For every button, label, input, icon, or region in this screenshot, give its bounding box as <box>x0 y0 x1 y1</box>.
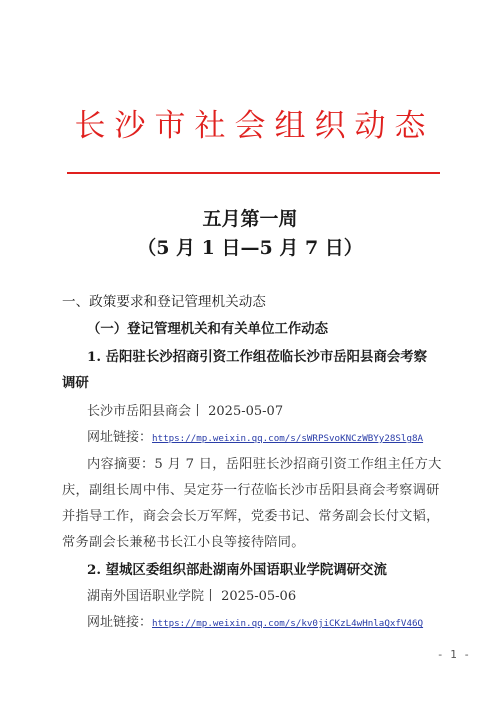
link-label: 网址链接： <box>87 430 153 445</box>
article-link-row <box>87 611 477 630</box>
article-link[interactable]: https://mp.weixin.qq.com/s/kv0jiCKzL4wHnlaQxfV46Q <box>152 618 424 629</box>
article-title-continued: 调研 <box>62 375 89 391</box>
link-label: 网址链接： <box>87 615 153 630</box>
summary-line: 常务副会长兼秘书长江小良等接待陪同。 <box>62 535 305 550</box>
article-source-date: 湖南外国语职业学院丨 2025-05-06 <box>87 589 297 604</box>
article-source-date: 长沙市岳阳县商会丨 2025-05-07 <box>87 404 284 419</box>
page-number: - 1 - <box>436 648 470 661</box>
section-subheading: （一）登记管理机关和有关单位工作动态 <box>87 321 329 337</box>
masthead-title: 长沙市社会组织动态 <box>74 108 435 144</box>
summary-line: 庆，副组长周中伟、吴定芬一行莅临长沙市岳阳县商会考察调研 <box>62 483 440 498</box>
summary-line: 并指导工作，商会会长万军辉，党委书记、常务副会长付文韬， <box>62 509 440 524</box>
issue-date-range: （5 月 1 日—5 月 7 日） <box>137 237 363 259</box>
summary-line: 内容摘要：5 月 7 日，岳阳驻长沙招商引资工作组主任方大 <box>87 457 442 472</box>
article-link[interactable]: https://mp.weixin.qq.com/s/sWRPSvoKNCzWBYy28Slg8A <box>152 433 424 444</box>
article-title: 1. 岳阳驻长沙招商引资工作组莅临长沙市岳阳县商会考察 <box>87 349 428 365</box>
issue-week: 五月第一周 <box>202 208 298 230</box>
article-title: 2. 望城区委组织部赴湖南外国语职业学院调研交流 <box>87 562 387 578</box>
article-link-row <box>87 426 477 445</box>
masthead-divider <box>67 172 440 174</box>
section-heading: 一、政策要求和登记管理机关动态 <box>62 294 266 310</box>
